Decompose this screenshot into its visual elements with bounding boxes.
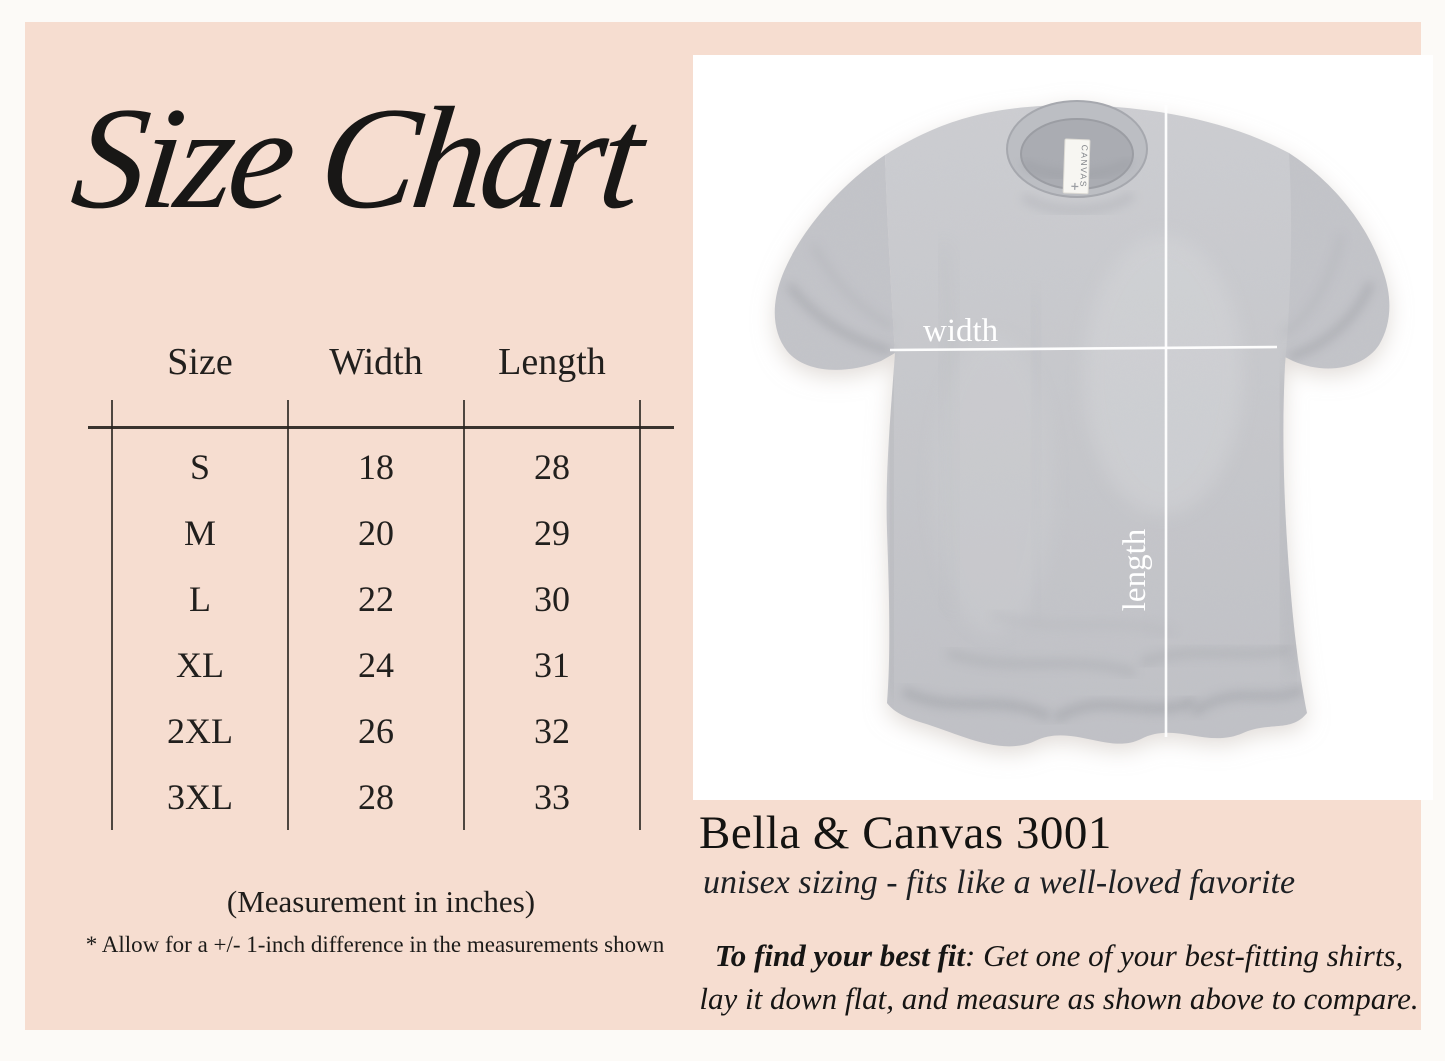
table-header-width: Width xyxy=(329,341,423,383)
table-cell: 3XL xyxy=(112,764,288,830)
table-cell: 20 xyxy=(288,500,464,566)
table-row xyxy=(112,764,640,830)
width-label: width xyxy=(923,313,999,349)
table-cell: XL xyxy=(112,632,288,698)
table-cell: L xyxy=(112,566,288,632)
table-row xyxy=(112,566,640,632)
tshirt-photo-panel xyxy=(693,55,1433,800)
product-tagline: unisex sizing - fits like a well-loved favorite xyxy=(703,864,1296,901)
table-cell: 31 xyxy=(464,632,640,698)
table-cell: S xyxy=(112,434,288,500)
length-label: length xyxy=(1117,528,1153,612)
table-cell: 28 xyxy=(288,764,464,830)
table-cell: 18 xyxy=(288,434,464,500)
fit-tip xyxy=(675,934,1443,1021)
fit-tip-lead: To find your best fit xyxy=(714,938,966,973)
table-header-length: Length xyxy=(498,341,606,383)
table-cell: M xyxy=(112,500,288,566)
tolerance-note: * Allow for a +/- 1-inch difference in the measurements shown xyxy=(85,932,665,957)
collar-tag xyxy=(1063,139,1090,194)
table-cell: 22 xyxy=(288,566,464,632)
table-cell: 26 xyxy=(288,698,464,764)
table-cell: 2XL xyxy=(112,698,288,764)
table-header-row xyxy=(112,340,640,400)
table-cell: 29 xyxy=(464,500,640,566)
units-note: (Measurement in inches) xyxy=(226,884,536,919)
table-cell: 33 xyxy=(464,764,640,830)
page-title: Size Chart xyxy=(64,77,648,239)
table-row xyxy=(112,500,640,566)
product-name: Bella & Canvas 3001 xyxy=(699,807,1112,859)
table-cell: 24 xyxy=(288,632,464,698)
fit-tip-rest: : Get one of your best-fitting shirts, xyxy=(965,938,1404,973)
table-header-rule xyxy=(88,426,674,429)
table-row xyxy=(112,434,640,500)
tshirt-illustration xyxy=(693,55,1433,800)
fit-tip-line1 xyxy=(675,934,1443,977)
table-row xyxy=(112,698,640,764)
table-header-size: Size xyxy=(167,341,233,383)
table-cell: 28 xyxy=(464,434,640,500)
tshirt xyxy=(693,55,1433,800)
table-cell: 30 xyxy=(464,566,640,632)
table-row xyxy=(112,632,640,698)
table-cell: 32 xyxy=(464,698,640,764)
tag-label: CANVAS xyxy=(1078,144,1090,189)
fit-tip-line2: lay it down flat, and measure as shown above to compare. xyxy=(699,981,1419,1017)
size-table xyxy=(111,340,641,830)
peach-card xyxy=(25,22,1421,1030)
